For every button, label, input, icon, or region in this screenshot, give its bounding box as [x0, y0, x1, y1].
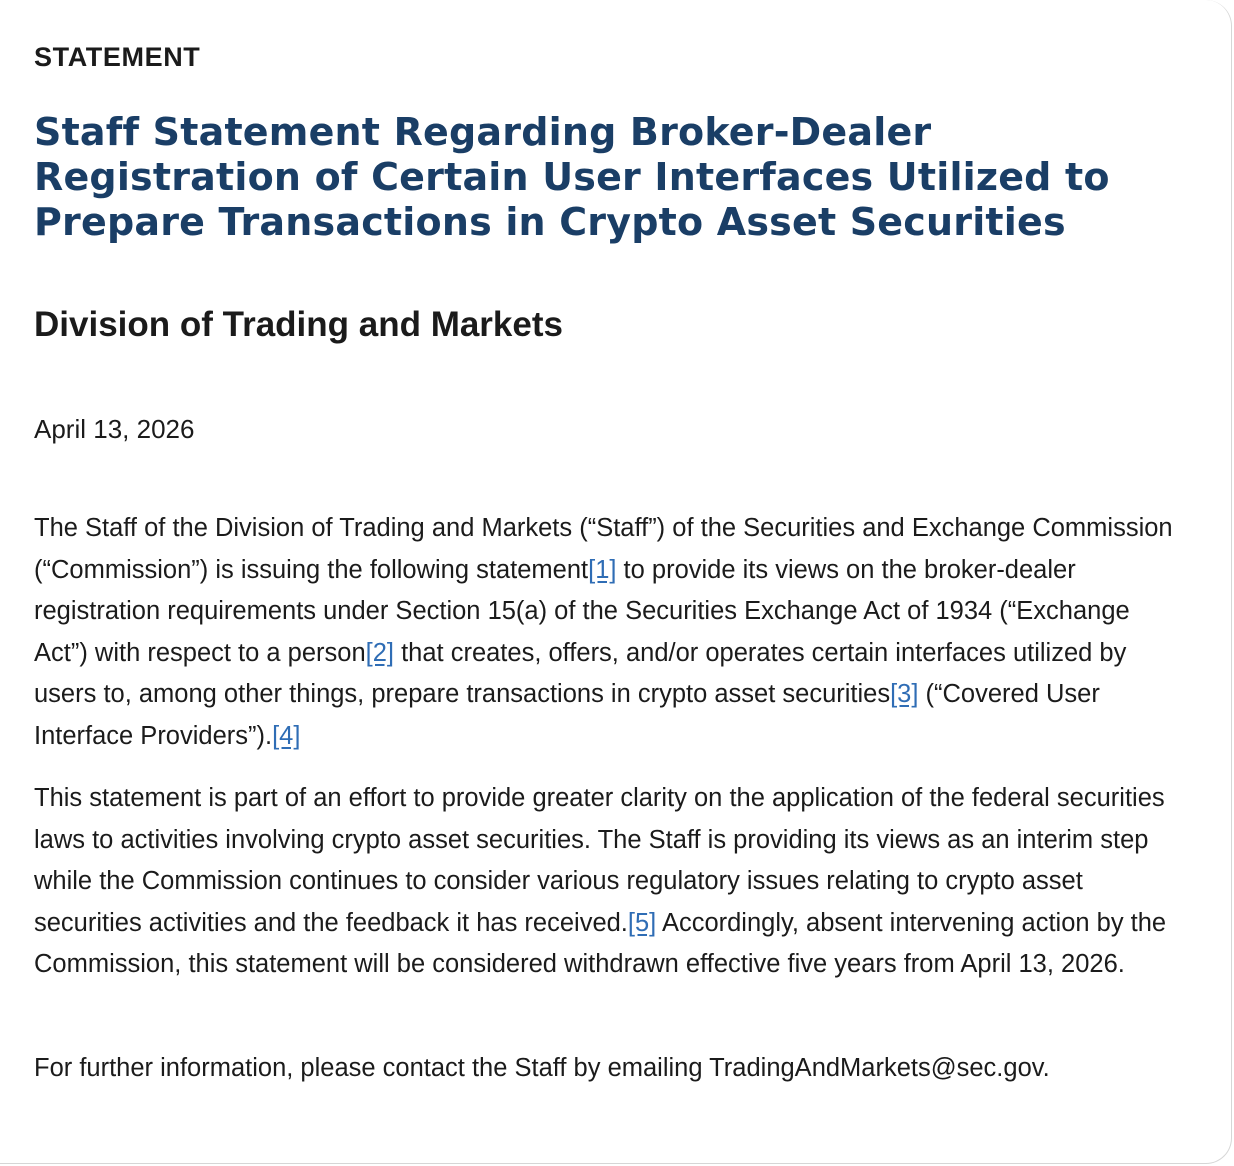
statement-eyebrow: STATEMENT: [34, 42, 201, 72]
contact-text: For further information, please contact the Staff by emailing TradingAndMarkets@sec.gov.: [34, 1054, 1050, 1082]
footnote-link-2[interactable]: [2]: [365, 638, 394, 667]
division-heading: Division of Trading and Markets: [34, 305, 563, 344]
footnote-link-3[interactable]: [3]: [890, 680, 919, 708]
footnote-link-5[interactable]: [5]: [627, 908, 657, 937]
statement-title: Staff Statement Regarding Broker-Dealer Registration of Certain User Interfaces Utilized to Prepare Transactions in Crypto Asset Securities: [34, 110, 1110, 244]
paragraph-text: The Staff of the Division of Trading and Markets (“Staff”) of the Securities and Exchange Commission (“Commission”) is issuing the following statement: [34, 514, 1173, 584]
statement-date: April 13, 2026: [34, 414, 195, 444]
purpose-paragraph: [34, 778, 1184, 986]
footnote-link-4[interactable]: [4]: [272, 721, 301, 750]
footnote-link-1[interactable]: [1]: [588, 555, 617, 584]
paragraph-text: Accordingly, absent intervening action by the Commission, this statement will be considered withdrawn effective five years from April 13, 2026.: [34, 908, 1167, 978]
intro-paragraph: [34, 508, 1184, 757]
paragraph-text: This statement is part of an effort to provide greater clarity on the application of the federal securities laws to activities involving crypto asset securities. The Staff is providing its views as an interim step while the Commission continues to consider various regulatory issues relating to crypto asset securities activities and the feedback it has received.: [34, 784, 1165, 937]
paragraph-text: to provide its views on the broker-dealer registration requirements under Section 15(a) of the Securities Exchange Act of 1934 (“Exchange Act”) with respect to a person: [34, 555, 1130, 667]
paragraph-text: (“Covered User Interface Providers”).: [34, 680, 1100, 750]
paragraph-text: that creates, offers, and/or operates certain interfaces utilized by users to, among other things, prepare transactions in crypto asset securities: [34, 638, 1127, 708]
contact-paragraph: [34, 1048, 1184, 1090]
